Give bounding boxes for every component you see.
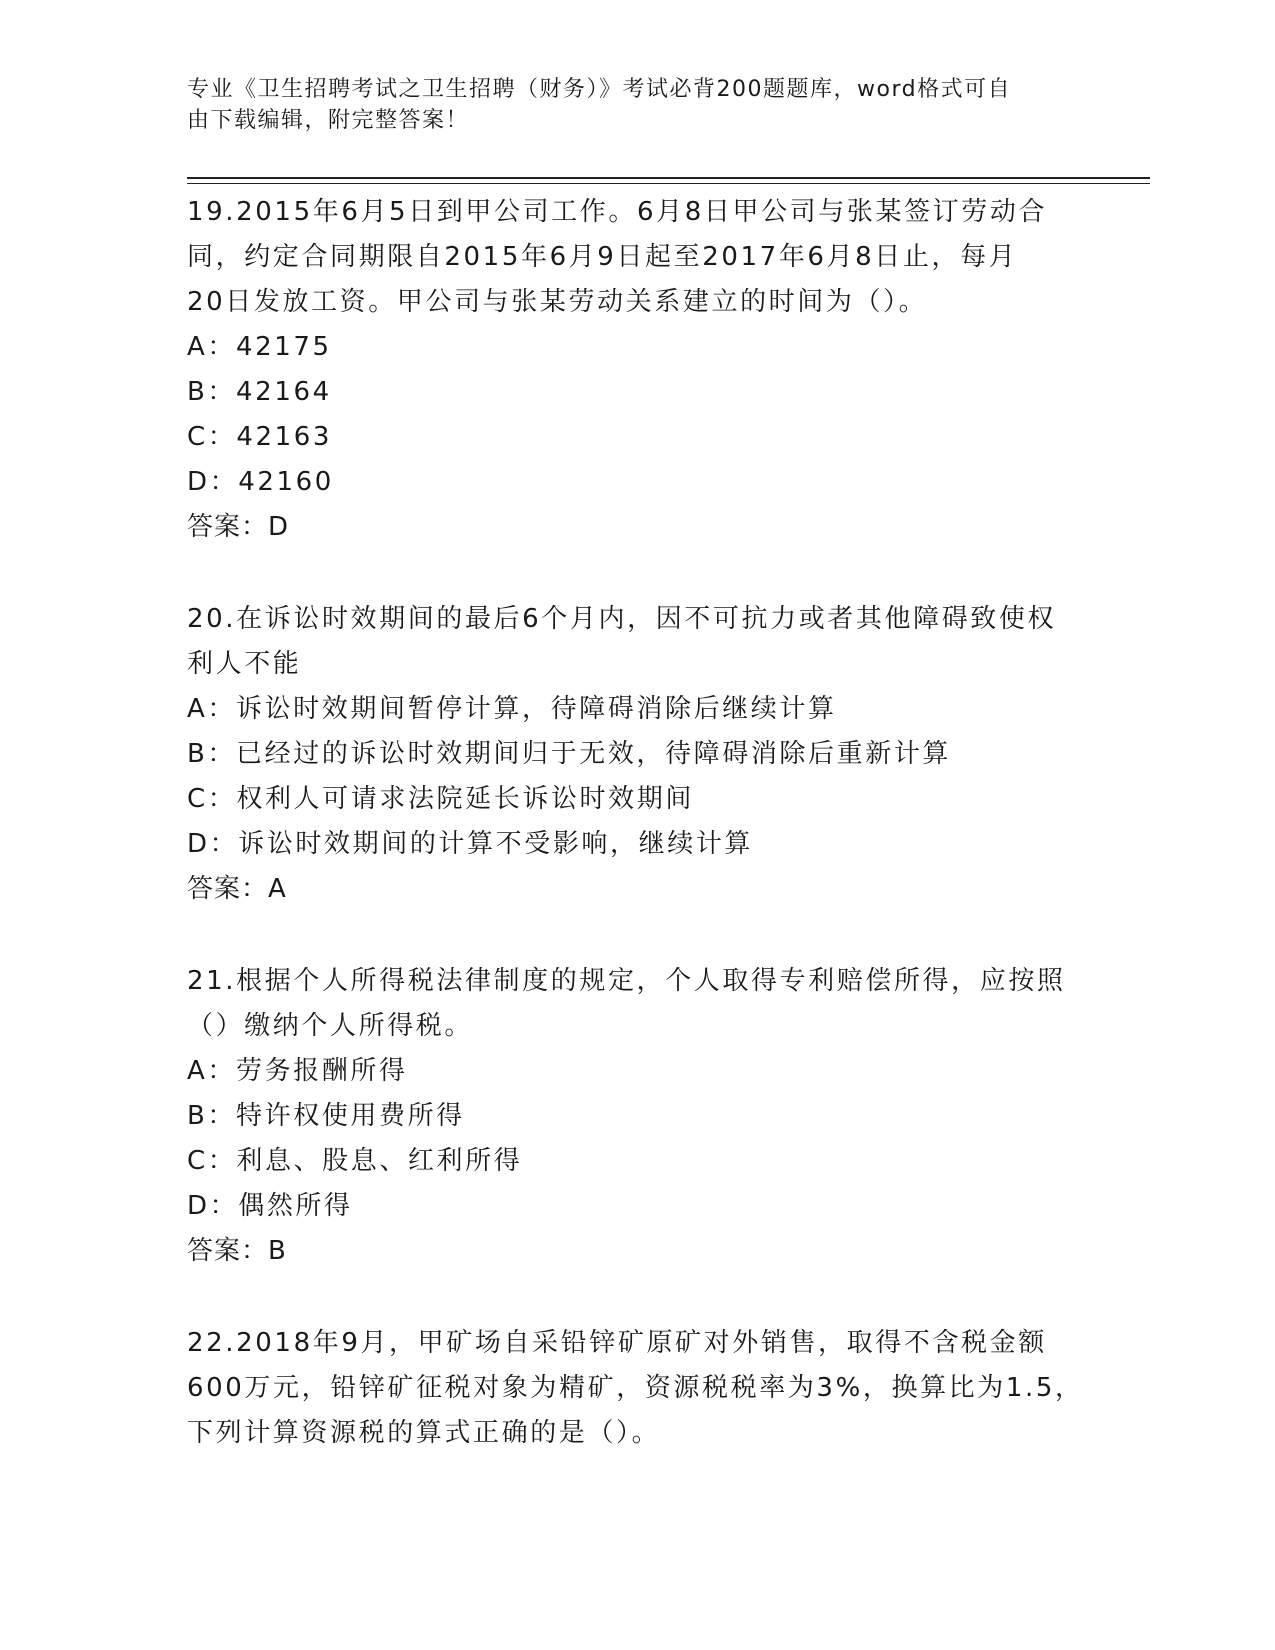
header-line-2: 由下载编辑，附完整答案！ — [187, 108, 470, 133]
question-stem-line: 21.根据个人所得税法律制度的规定，个人取得专利赔偿所得，应按照 — [187, 966, 1066, 996]
spacer — [187, 1274, 1087, 1321]
question-22 — [187, 1321, 1087, 1456]
question-stem-line: 20日发放工资。甲公司与张某劳动关系建立的时间为（）。 — [187, 287, 928, 317]
question-stem-line: 600万元，铅锌矿征税对象为精矿，资源税税率为3%，换算比为1.5， — [187, 1373, 1084, 1403]
option-c: C：42163 — [187, 422, 333, 452]
question-stem-line: （）缴纳个人所得税。 — [187, 1011, 474, 1041]
option-a: A：诉讼时效期间暂停计算，待障碍消除后继续计算 — [187, 694, 837, 724]
question-stem-line: 同，约定合同期限自2015年6月9日起至2017年6月8日止，每月 — [187, 242, 1018, 272]
option-b: B：42164 — [187, 377, 332, 407]
option-b: B：已经过的诉讼时效期间归于无效，待障碍消除后重新计算 — [187, 739, 952, 769]
header-rule-thick — [187, 177, 1150, 179]
question-list — [187, 190, 1087, 1456]
option-c: C：权利人可请求法院延长诉讼时效期间 — [187, 784, 694, 814]
option-c: C：利息、股息、红利所得 — [187, 1146, 523, 1176]
question-19 — [187, 190, 1087, 550]
question-stem-line: 利人不能 — [187, 649, 302, 679]
question-stem-line: 22.2018年9月，甲矿场自采铅锌矿原矿对外销售，取得不含税金额 — [187, 1328, 1047, 1358]
spacer — [187, 912, 1087, 959]
spacer — [187, 550, 1087, 597]
option-a: A：劳务报酬所得 — [187, 1056, 408, 1086]
header-line-1: 专业《卫生招聘考试之卫生招聘（财务）》考试必背200题题库，word格式可自 — [187, 77, 1012, 102]
answer: 答案：B — [187, 1236, 287, 1266]
question-stem-line: 下列计算资源税的算式正确的是（）。 — [187, 1418, 661, 1448]
question-21 — [187, 959, 1087, 1274]
question-stem-line: 19.2015年6月5日到甲公司工作。6月8日甲公司与张某签订劳动合 — [187, 197, 1048, 227]
option-d: D：42160 — [187, 467, 334, 497]
answer: 答案：A — [187, 874, 287, 904]
option-a: A：42175 — [187, 332, 332, 362]
answer: 答案：D — [187, 512, 290, 542]
question-stem-line: 20.在诉讼时效期间的最后6个月内，因不可抗力或者其他障碍致使权 — [187, 604, 1057, 634]
option-d: D：偶然所得 — [187, 1191, 353, 1221]
option-b: B：特许权使用费所得 — [187, 1101, 465, 1131]
option-d: D：诉讼时效期间的计算不受影响，继续计算 — [187, 829, 754, 859]
header-rule-thin — [187, 183, 1150, 184]
question-20 — [187, 597, 1087, 912]
document-header — [187, 74, 1067, 136]
